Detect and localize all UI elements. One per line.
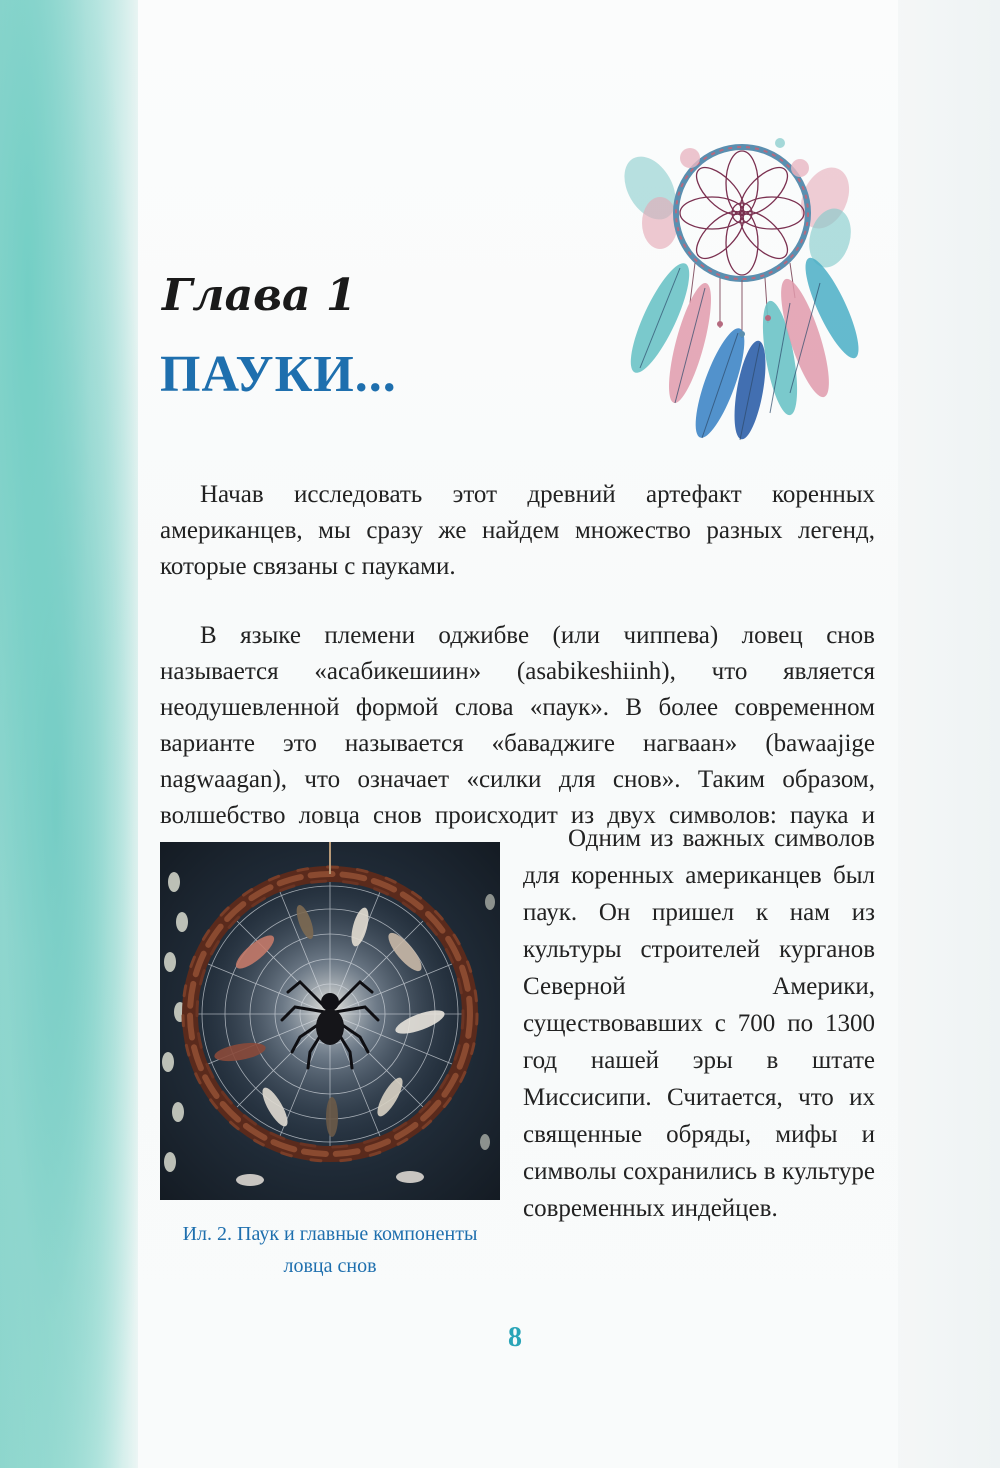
figure-caption: [150, 1218, 510, 1282]
paragraph-2: В языке племени оджибве (или чиппева) ловец снов называется «асабикешиин» (asabikeshiinh), что является неодушевленной формой слова «паук». В более современном варианте это называется «баваджиге нагваан» (bawaajige nagwaagan), что означает «силки для снов». Таким образом, волшебство ловца снов происходит из двух символов: паука и: [160, 622, 875, 829]
watercolor-background-left: [0, 0, 140, 1468]
dreamcatcher-illustration: [620, 128, 860, 446]
chapter-title: ПАУКИ...: [160, 346, 397, 403]
chapter-label: Глава 1: [162, 270, 357, 321]
page-number: 8: [508, 1322, 522, 1353]
paragraph-1: Начав исследовать этот древний артефакт коренных американцев, мы сразу же найдем множество разных легенд, которые связаны с пауками.: [160, 481, 875, 580]
caption-line-1: Ил. 2. Паук и главные компоненты: [182, 1223, 478, 1245]
background-right-margin: [890, 0, 1000, 1468]
figure-illustration: [160, 842, 500, 1200]
caption-line-2: ловца снов: [283, 1255, 377, 1277]
paragraph-3: Одним из важных символов для коренных американцев был паук. Он пришел к нам из культуры строителей курганов Северной Америки, существовавших с 700 по 1300 год нашей эры в штате Миссисипи. Считается, что их священные обряды, мифы и символы сохранились в культуре современных индейцев.: [523, 825, 875, 1222]
spider-dreamcatcher-image: [160, 842, 500, 1200]
